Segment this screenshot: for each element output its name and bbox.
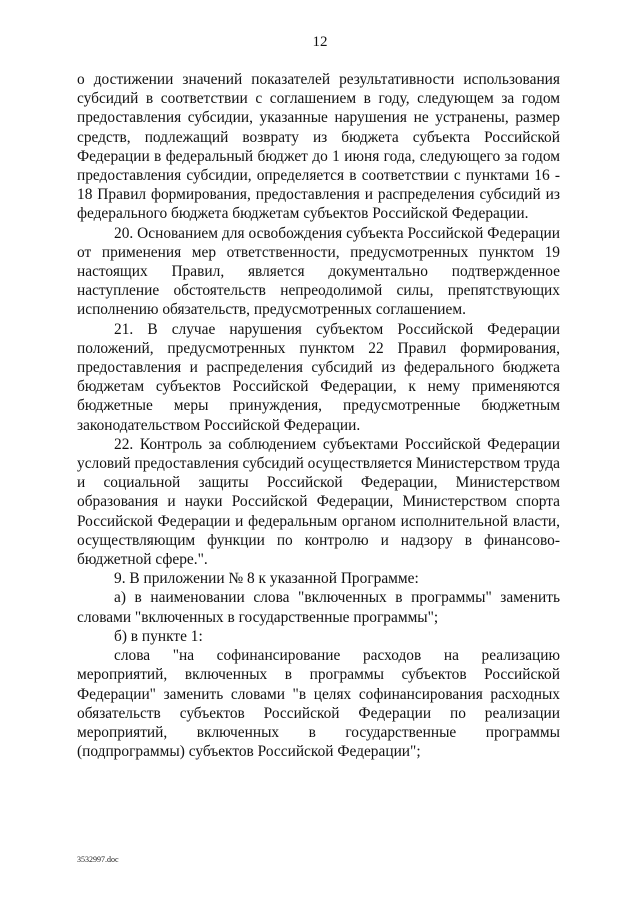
paragraph-item-22: 22. Контроль за соблюдением субъектами Российской Федерации условий предоставления субсидий осуществляется Министерством труда и социальной защиты Российской Федерации, Министерством образования и науки Российской Федерации, Министерством спорта Российской Федерации и федеральным органом исполнительной власти, осуществляющим функции по контролю и надзору в финансово-бюджетной сфере.". bbox=[77, 435, 561, 569]
paragraph-subitem-b: б) в пункте 1: bbox=[114, 627, 203, 645]
page-number: 12 bbox=[312, 34, 328, 50]
paragraph-item-20: 20. Основанием для освобождения субъекта Российской Федерации от применения мер ответственности, предусмотренных пунктом 19 настоящих Правил, является документально подтвержденное наступление обстоятельств непреодолимой силы, препятствующих исполнению обязательств, предусмотренных соглашением. bbox=[77, 224, 560, 319]
paragraph-item-9: 9. В приложении № 8 к указанной Программе: bbox=[114, 570, 419, 588]
paragraph-continuation: о достижении значений показателей результативности использования субсидий в соответствии с соглашением в году, следующем за годом предоставления субсидии, указанные нарушения не устранены, размер средств, подлежащий возврату из бюджета субъекта Российской Федерации в федеральный бюджет до 1 июня года, следующего за годом предоставления субсидии, определяется в соответствии с пунктами 16 - 18 Правил формирования, предоставления и распределения субсидий из федерального бюджета бюджетам субъектов Российской Федерации. bbox=[77, 71, 560, 223]
paragraph-replacement-words: слова "на софинансирование расходов на реализацию мероприятий, включенных в программы субъектов Российской Федерации" заменить словами "в целях софинансирования расходных обязательств субъектов Российской Федерации по реализации мероприятий, включенных в государственные программы (подпрограммы) субъектов Российской Федерации"; bbox=[77, 647, 560, 761]
document-footer-filename: 3532997.doc bbox=[77, 855, 119, 864]
paragraph-item-21: 21. В случае нарушения субъектом Российской Федерации положений, предусмотренных пунктом 22 Правил формирования, предоставления и распределения субсидий из федерального бюджета бюджетам субъектов Российской Федерации, к нему применяются бюджетные меры принуждения, предусмотренные бюджетным законодательством Российской Федерации. bbox=[77, 320, 560, 434]
paragraph-subitem-a: а) в наименовании слова "включенных в программы" заменить словами "включенных в государственные программы"; bbox=[77, 589, 560, 626]
document-body bbox=[77, 70, 560, 761]
